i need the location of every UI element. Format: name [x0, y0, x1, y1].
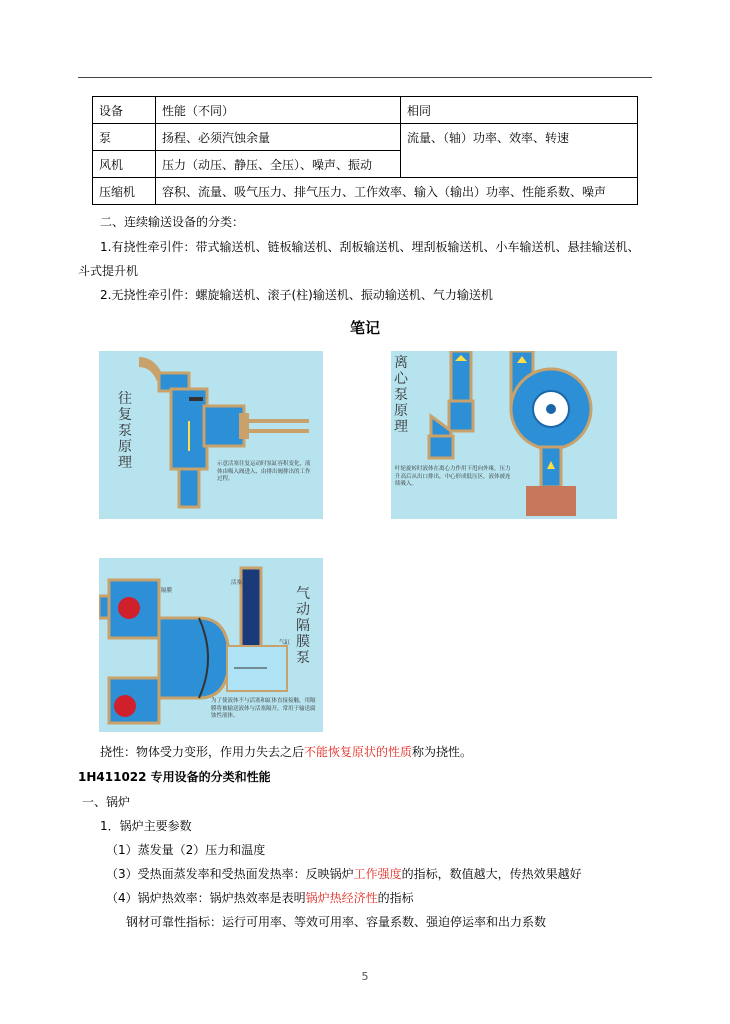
- reciprocating-pump-caption: 示意活塞往复运动时泵缸容积变化，液体由吸入阀进入、由排出阀排出的工作过程。: [217, 461, 311, 482]
- boiler-param-4-text: （4）锅炉热效率：锅炉热效率是表明: [106, 891, 306, 905]
- diaphragm-pump-title: 气动隔膜泵: [296, 586, 310, 666]
- table-cell-device: 泵: [93, 124, 156, 151]
- boiler-param-3-highlight: 工作强度: [353, 867, 402, 881]
- table-cell-device: 压缩机: [93, 178, 156, 205]
- flexibility-highlight: 不能恢复原状的性质: [304, 745, 413, 759]
- centrifugal-pump-figure: [391, 351, 617, 519]
- diaphragm-label: 隔膜: [161, 588, 173, 594]
- page-number: 5: [361, 970, 369, 983]
- conveyor-item-2: 2.无挠性牵引件：螺旋输送机、滚子(柱)输送机、振动输送机、气力输送机: [100, 288, 493, 302]
- diaphragm-pump-figure: [99, 558, 323, 732]
- piston-label: 活塞: [231, 580, 243, 586]
- centrifugal-pump-caption: 叶轮旋转时液体在离心力作用下甩向外缘，压力升高后从出口排出，中心形成低压区，液体被连续吸入。: [395, 466, 511, 487]
- table-cell-diff: 压力（动压、静压、全压）、噪声、振动: [156, 151, 401, 178]
- table-cell-diff: 容积、流量、吸气压力、排气压力、工作效率、输入（输出）功率、性能系数、噪声: [156, 178, 638, 205]
- header-rule: [78, 77, 652, 78]
- table-header-diff: 性能（不同）: [156, 97, 401, 124]
- boiler-param-1-2: （1）蒸发量（2）压力和温度: [106, 843, 266, 857]
- boiler-heading: 一、锅炉: [82, 795, 131, 809]
- table-row: [93, 124, 638, 151]
- table-header-device: 设备: [93, 97, 156, 124]
- boiler-params-heading: 1．锅炉主要参数: [100, 819, 192, 833]
- table-row: [93, 178, 638, 205]
- diaphragm-pump-caption: 为了使液体不与活塞和缸体直接接触，用隔膜将被输送液体与活塞隔开，常用于输送腐蚀性液体。: [211, 698, 316, 719]
- performance-table: [92, 96, 638, 205]
- flexibility-note-text: 挠性：物体受力变形，作用力失去之后: [100, 745, 305, 759]
- flexibility-note: [100, 743, 472, 760]
- boiler-param-3: [106, 865, 582, 882]
- boiler-param-4: [106, 889, 414, 906]
- flexibility-note-end: 称为挠性。: [412, 745, 473, 759]
- table-cell-same: 流量、（轴）功率、效率、转速: [401, 124, 638, 178]
- notes-title: 笔记: [349, 319, 380, 337]
- boiler-param-4-highlight: 锅炉热经济性: [305, 891, 378, 905]
- boiler-param-3-text: （3）受热面蒸发率和受热面发热率：反映锅炉: [106, 867, 354, 881]
- conveyor-item-1-cont: 斗式提升机: [78, 264, 139, 278]
- table-header-row: [93, 97, 638, 124]
- table-cell-diff: 扬程、必须汽蚀余量: [156, 124, 401, 151]
- centrifugal-pump-diagram: [391, 351, 617, 519]
- reciprocating-pump-title: 往复泵原理: [118, 391, 132, 471]
- conveyor-heading: 二、连续输送设备的分类：: [100, 215, 245, 229]
- centrifugal-pump-title: 离心泵原理: [394, 355, 408, 435]
- table-header-same: 相同: [401, 97, 638, 124]
- boiler-param-3-end: 的指标，数值越大，传热效果越好: [401, 867, 582, 881]
- section-code-heading: 1H411022 专用设备的分类和性能: [78, 770, 271, 784]
- steel-reliability-line: 钢材可靠性指标：运行可用率、等效可用率、容量系数、强迫停运率和出力系数: [126, 915, 547, 929]
- conveyor-item-1: 1.有挠性牵引件：带式输送机、链板输送机、刮板输送机、埋刮板输送机、小车输送机、悬挂输送机、: [100, 240, 640, 254]
- boiler-param-4-end: 的指标: [377, 891, 414, 905]
- cylinder-label: 气缸: [279, 640, 291, 646]
- table-cell-device: 风机: [93, 151, 156, 178]
- reciprocating-pump-figure: [99, 351, 323, 519]
